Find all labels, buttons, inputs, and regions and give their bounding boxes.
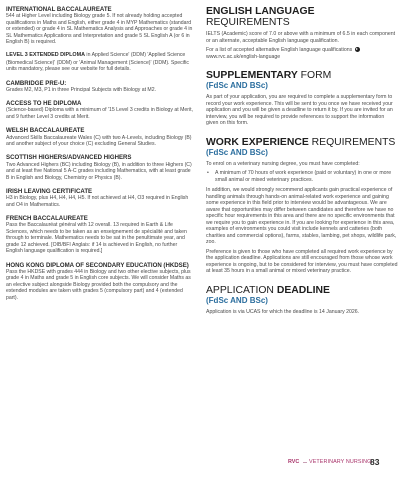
- title-bold: ENGLISH LANGUAGE: [206, 6, 315, 17]
- list-item: • A minimum of 70 hours of work experience (paid or voluntary) in one or more small animal or mixed veterinary practices.: [206, 170, 398, 183]
- title-bold: WORK EXPERIENCE: [206, 136, 309, 148]
- section-text: IELTS (Academic) score of 7.0 or above with a minimum of 6.5 in each component or an alternate, acceptable English language qualification.: [206, 31, 396, 44]
- section-title: [206, 70, 398, 81]
- left-column: [6, 6, 193, 308]
- title-bold: SUPPLEMENTARY: [206, 70, 298, 81]
- section-heading: WELSH BACCALAUREATE: [6, 127, 85, 135]
- section-text: [206, 47, 398, 60]
- english-language-link[interactable]: www.rvc.ac.uk/english-language: [206, 53, 281, 60]
- link-intro: For a list of accepted alternative English language qualifications: [206, 47, 353, 53]
- requirement-list: [206, 170, 398, 183]
- section-subtitle: (FdSc AND BSc): [206, 147, 268, 157]
- section-text: Pass the HKDSE with grades 444 in Biology and two other elective subjects, plus grade 4 in Maths and grade 5 in English core subjects. We will consider Maths as an elective subject alongside Biology provided both the compulsory and the extended modules are taken with grades 5 (compulsory part) and 4 (extended part).: [6, 268, 191, 301]
- section-text: 544 at Higher Level including Biology grade 5. If not already holding accepted qualifications in Maths and English, either grade 4 in MYP Mathematics (standard or extended) or grade 4 in SL Mathematics Analysis and Approaches or grade 4 in SL Mathematics Applications and Interpretation and grade 5 SL English A (or 6 in English B) is required.: [6, 13, 193, 46]
- section-title: [206, 137, 398, 148]
- right-column: [206, 6, 398, 325]
- english-language-section: [206, 6, 398, 60]
- section-heading: ACCESS TO HE DIPLOMA: [6, 100, 82, 108]
- work-experience-section: [206, 137, 398, 275]
- section-text: H3 in Biology, plus H4, H4, H4, H5. If not achieved at H4, O3 required in English and O4 in Mathematics.: [6, 195, 189, 208]
- section-text: Grades M2, M3, P1 in three Principal Subjects with Biology at M2.: [6, 86, 157, 93]
- page-footer: [0, 458, 403, 468]
- section-text: Pass the Baccalauréat général with 12 overall. 13 required in Earth & Life Sciences, which needs to be taken as an enseignement de spécialité and taken through to terminale. Mathematics needs to be sat in the penultimate year, and grade 12 achieved. [OIB/BFI Anglais: if 14 is achieved in English, no further English language qualification is required.]: [6, 222, 187, 255]
- section-text: Application is via UCAS for which the deadline is 14 January 2026.: [206, 308, 360, 315]
- hkdse-section: [6, 262, 193, 301]
- irish-section: [6, 188, 193, 208]
- section-title: [206, 285, 398, 296]
- section-heading: CAMBRIDGE PRE-U:: [6, 79, 67, 87]
- section-text: [6, 52, 193, 72]
- section-title: [206, 6, 398, 28]
- section-heading: INTERNATIONAL BACCALAUREATE: [6, 6, 112, 13]
- title-rest: REQUIREMENTS: [206, 17, 290, 28]
- welsh-section: [6, 127, 193, 147]
- section-text: Two Advanced Highers (BC) including Biology (B), in addition to three Highers (C) and at least five National 5 A-C grades including Mathematics, with at least grade B in English and Biology, Chemistry or Physics (B).: [6, 161, 192, 181]
- supplementary-form-section: [206, 70, 398, 127]
- section-text: (Science-based) Diploma with a minimum of '15 Level 3 credits in Biology at Merit, and 9 further Level 3 credits at Merit.: [6, 107, 193, 120]
- application-deadline-section: [206, 285, 398, 316]
- section-heading: FRENCH BACCALAUREATE: [6, 215, 88, 223]
- page-number: 83: [370, 457, 380, 467]
- access-section: [6, 100, 193, 120]
- title-rest: REQUIREMENTS: [308, 136, 396, 148]
- section-heading: HONG KONG DIPLOMA OF SECONDARY EDUCATION (HKDSE): [6, 261, 189, 269]
- title-bold: DEADLINE: [276, 284, 330, 296]
- section-subtitle: (FdSc AND BSc): [206, 81, 268, 90]
- section-heading: IRISH LEAVING CERTIFICATE: [6, 188, 93, 196]
- section-text: Preference is given to those who have completed all required work experience by the application deadline. Applications are still encouraged from those whose work experience is ongoing, but to be considered for interview, you must have completed at least 35 hours in a small animal or mixed veterinary practice.: [206, 248, 398, 274]
- ib-section: [6, 6, 193, 45]
- title-rest: FORM: [297, 70, 332, 81]
- section-text: To enrol on a veterinary nursing degree, you must have completed:: [206, 160, 360, 167]
- arrow-right-icon: [355, 47, 360, 52]
- section-body: in Applied Science' (DDM) 'Applied Science (Biomedical Science)' (DDM) or 'Animal Management (Science)' (DDM). Specific units mandatory, please see our website for full details.: [6, 52, 189, 73]
- course-label: VETERINARY NURSING: [309, 459, 372, 465]
- section-text: In addition, we would strongly recommend applicants gain practical experience of handling animals through hands-on animal-related work experience and gaining some experience in this field prior to interview would be advantageous. We are aware that opportunities may differ between candidates and therefore we have no specific hour requirements in this area and there are no specific environments that we require you to gain experience in. If you are looking for experience in this area, examples of environments you could visit include kennels and catteries (both charities and commercial options), farms, stables, lambing, pet shops, wildlife park, zoo.: [206, 187, 397, 245]
- section-heading: LEVEL 3 EXTENDED DIPLOMA: [6, 52, 85, 59]
- section-text: Advanced Skills Baccalaureate Wales (C) with two A-Levels, including Biology (B) and another subject of your choice (C) excluding General Studies.: [6, 134, 192, 147]
- level3-section: [6, 52, 193, 72]
- brand-label: RVC: [288, 459, 300, 465]
- section-subtitle: (FdSc AND BSc): [206, 295, 268, 305]
- section-text: As part of your application, you are required to complete a supplementary form to record your work experience. This will be sent to you once we have received your application and you will be given a deadline to return it by. If you are invited for an interview, you will be required to provide references to support the information given on this form.: [206, 94, 393, 126]
- french-section: [6, 215, 193, 254]
- scottish-section: [6, 154, 193, 181]
- pre-u-section: [6, 80, 193, 94]
- section-heading: SCOTTISH HIGHERS/ADVANCED HIGHERS: [6, 154, 132, 162]
- title-light: APPLICATION: [206, 284, 277, 296]
